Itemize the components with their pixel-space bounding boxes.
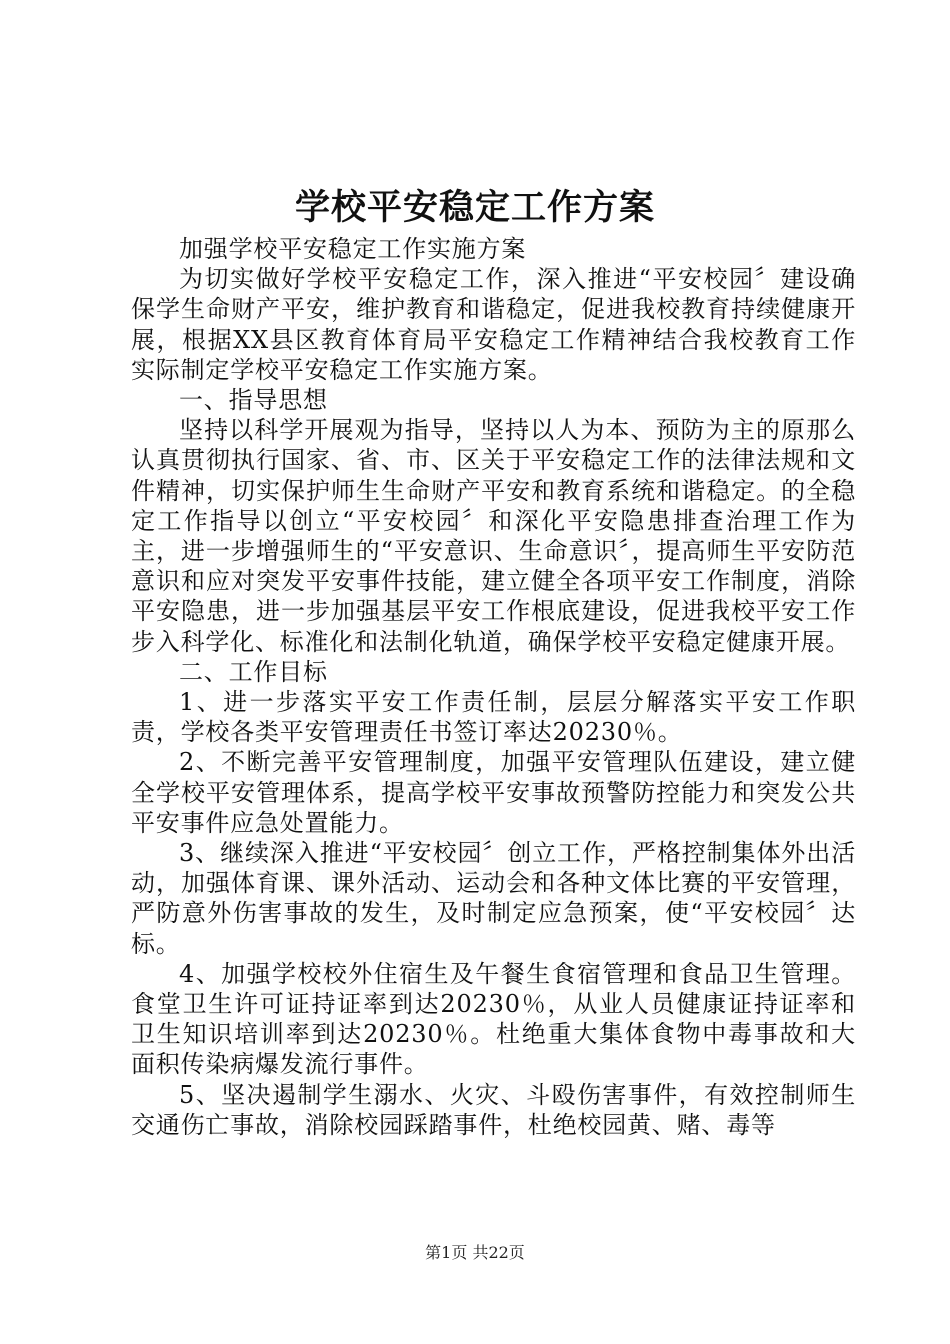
goal-item-1: 1、进一步落实平安工作责任制，层层分解落实平安工作职责，学校各类平安管理责任书签订率达20230％。 — [131, 688, 856, 747]
section-heading-work-goals: 二、工作目标 — [179, 657, 328, 686]
document-body — [131, 234, 856, 1140]
goal-item-4: 4、加强学校校外住宿生及午餐生食宿管理和食品卫生管理。食堂卫生许可证持证率到达20230％，从业人员健康证持证率和卫生知识培训率到达20230％。杜绝重大集体食物中毒事故和大面积传染病爆发流行事件。 — [131, 959, 856, 1079]
goal-item-3: 3、继续深入推进“平安校园〞创立工作，严格控制集体外出活动，加强体育课、课外活动、运动会和各种文体比赛的平安管理，严防意外伤害事故的发生，及时制定应急预案，使“平安校园〞达标。 — [131, 839, 856, 958]
paragraph-guiding-ideology: 坚持以科学开展观为指导，坚持以人为本、预防为主的原那么认真贯彻执行国家、省、市、区关于平安稳定工作的法律法规和文件精神，切实保护师生生命财产平安和教育系统和谐稳定。的全稳定工作指导以创立“平安校园〞和深化平安隐患排查治理工作为主，进一步增强师生的“平安意识、生命意识〞，提高师生平安防范意识和应对突发平安事件技能，建立健全各项平安工作制度，消除平安隐患，进一步加强基层平安工作根底建设，促进我校平安工作步入科学化、标准化和法制化轨道，确保学校平安稳定健康开展。 — [131, 416, 856, 656]
section-heading-guiding-ideology: 一、指导思想 — [179, 386, 328, 415]
goal-item-5: 5、坚决遏制学生溺水、火灾、斗殴伤害事件，有效控制师生交通伤亡事故，消除校园踩踏事件，杜绝校园黄、赌、毒等 — [131, 1080, 856, 1139]
page-footer: 第1页 共22页 — [425, 1243, 525, 1262]
document-title: 学校平安稳定工作方案 — [294, 187, 655, 228]
paragraph-subtitle: 加强学校平安稳定工作实施方案 — [179, 235, 527, 263]
paragraph-intro: 为切实做好学校平安稳定工作，深入推进“平安校园〞建设确保学生命财产平安，维护教育和谐稳定，促进我校教育持续健康开展，根据XX县区教育体育局平安稳定工作精神结合我校教育工作实际制定学校平安稳定工作实施方案。 — [131, 265, 856, 384]
goal-item-2: 2、不断完善平安管理制度，加强平安管理队伍建设，建立健全学校平安管理体系，提高学校平安事故预警防控能力和突发公共平安事件应急处置能力。 — [131, 748, 856, 837]
